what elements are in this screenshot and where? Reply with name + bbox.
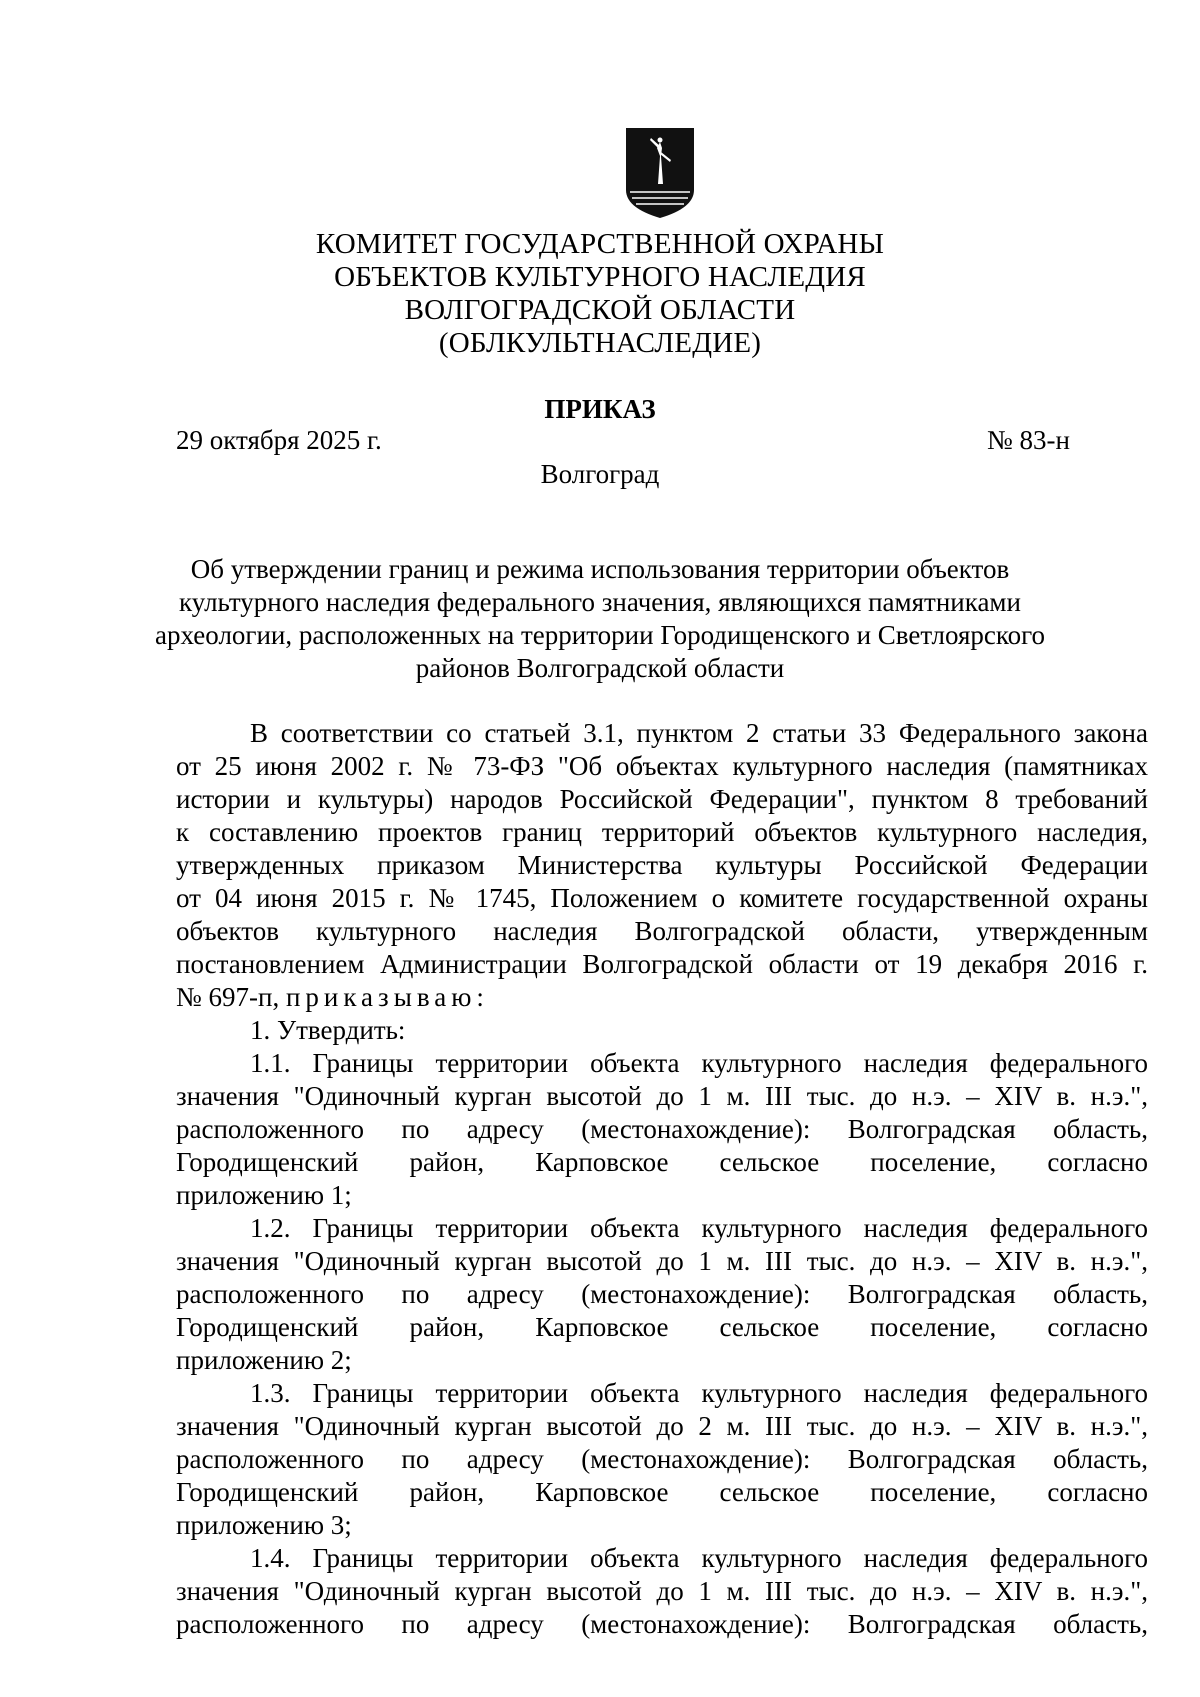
organization-line-1: КОМИТЕТ ГОСУДАРСТВЕННОЙ ОХРАНЫ <box>315 228 885 260</box>
item-line: Городищенский район, Карповское сельское поселение, согласно <box>176 1312 1148 1342</box>
item-line: 1.1. Границы территории объекта культурного наследия федерального <box>250 1048 1148 1078</box>
document-subject <box>0 553 1200 685</box>
volgograd-emblem-icon <box>624 126 696 222</box>
item-line: расположенного по адресу (местонахождение): Волгоградская область, <box>176 1279 1148 1309</box>
item-line: значения "Одиночный курган высотой до 1 м. III тыс. до н.э. – XIV в. н.э.", <box>176 1081 1148 1111</box>
preamble-line: от 04 июня 2015 г. № 1745, Положением о комитете государственной охраны <box>176 883 1148 913</box>
item-1-2 <box>176 1212 1148 1377</box>
item-line: расположенного по адресу (местонахождение): Волгоградская область, <box>176 1114 1148 1144</box>
subject-line: археологии, расположенных на территории Городищенского и Светлоярского <box>155 620 1045 650</box>
preamble-line: от 25 июня 2002 г. № 73-ФЗ "Об объектах культурного наследия (памятниках <box>176 751 1148 781</box>
subject-line: культурного наследия федерального значения, являющихся памятниками <box>179 587 1021 617</box>
item-line: Городищенский район, Карповское сельское поселение, согласно <box>176 1147 1148 1177</box>
item-line: расположенного по адресу (местонахождение): Волгоградская область, <box>176 1444 1148 1474</box>
document-date: 29 октября 2025 г. <box>176 425 382 455</box>
item-line: Городищенский район, Карповское сельское поселение, согласно <box>176 1477 1148 1507</box>
item-line: 1.3. Границы территории объекта культурного наследия федерального <box>250 1378 1148 1408</box>
item-line: значения "Одиночный курган высотой до 1 м. III тыс. до н.э. – XIV в. н.э.", <box>176 1246 1148 1276</box>
document-number: № 83-н <box>987 425 1070 455</box>
item-1-heading: 1. Утвердить: <box>250 1015 406 1045</box>
preamble-line: истории и культуры) народов Российской Федерации", пунктом 8 требований <box>176 784 1148 814</box>
order-word: приказываю: <box>285 982 489 1012</box>
item-line: 1.4. Границы территории объекта культурного наследия федерального <box>250 1543 1148 1573</box>
preamble-line: утвержденных приказом Министерства культуры Российской Федерации <box>176 850 1148 880</box>
item-1-3 <box>176 1377 1148 1542</box>
order-prefix: № 697-п, <box>176 982 280 1012</box>
item-line-last: приложению 1; <box>176 1180 352 1210</box>
subject-line: районов Волгоградской области <box>415 653 785 683</box>
document-body <box>176 717 1148 1641</box>
organization-line-3: ВОЛГОГРАДСКОЙ ОБЛАСТИ <box>404 294 796 326</box>
item-line: значения "Одиночный курган высотой до 1 м. III тыс. до н.э. – XIV в. н.э.", <box>176 1576 1148 1606</box>
preamble-line: к составлению проектов границ территорий объектов культурного наследия, <box>176 817 1148 847</box>
document-city: Волгоград <box>540 459 660 489</box>
item-1-1 <box>176 1047 1148 1212</box>
order-line <box>176 981 1148 1014</box>
item-line-last: приложению 2; <box>176 1345 352 1375</box>
item-line-last: приложению 3; <box>176 1510 352 1540</box>
item-line: расположенного по адресу (местонахождение): Волгоградская область, <box>176 1609 1148 1639</box>
preamble-line: объектов культурного наследия Волгоградской области, утвержденным <box>176 916 1148 946</box>
organization-line-2: ОБЪЕКТОВ КУЛЬТУРНОГО НАСЛЕДИЯ <box>334 261 866 293</box>
preamble-line: В соответствии со статьей 3.1, пунктом 2 статьи 33 Федерального закона <box>250 718 1148 748</box>
preamble-line: постановлением Администрации Волгоградской области от 19 декабря 2016 г. <box>176 949 1148 979</box>
organization-line-4: (ОБЛКУЛЬТНАСЛЕДИЕ) <box>438 327 762 359</box>
item-line: значения "Одиночный курган высотой до 2 м. III тыс. до н.э. – XIV в. н.э.", <box>176 1411 1148 1441</box>
item-1-4 <box>176 1542 1148 1641</box>
document-type: ПРИКАЗ <box>544 394 656 424</box>
subject-line: Об утверждении границ и режима использования территории объектов <box>190 554 1010 584</box>
organization-name <box>0 228 1200 360</box>
item-line: 1.2. Границы территории объекта культурного наследия федерального <box>250 1213 1148 1243</box>
